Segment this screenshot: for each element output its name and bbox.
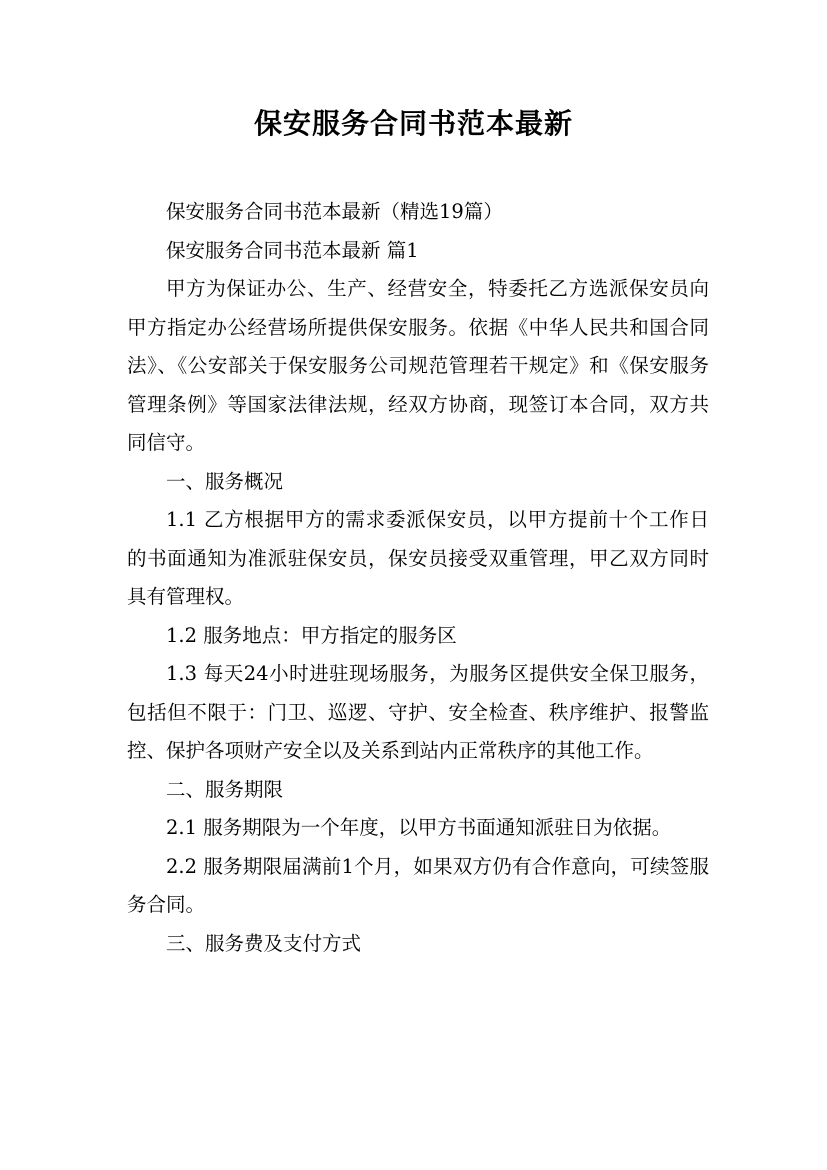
document-title: 保安服务合同书范本最新 (253, 107, 573, 140)
clause-1-2: 1.2 服务地点：甲方指定的服务区 (166, 623, 457, 647)
clause-2-2: 2.2 服务期限届满前1个月，如果双方仍有合作意向，可续签服务合同。 (127, 854, 709, 916)
document-body (127, 193, 709, 963)
clause-1-3: 1.3 每天24小时进驻现场服务，为服务区提供安全保卫服务，包括但不限于：门卫、巡逻、守护、安全检查、秩序维护、报警监控、保护各项财产安全以及关系到站内正常秩序的其他工作。 (127, 662, 709, 762)
paragraph-part-heading: 保安服务合同书范本最新 篇1 (166, 238, 419, 262)
clause-2-1: 2.1 服务期限为一个年度，以甲方书面通知派驻日为依据。 (166, 816, 672, 839)
section-heading-2: 二、服务期限 (166, 777, 284, 801)
paragraph-preamble: 甲方为保证办公、生产、经营安全，特委托乙方选派保安员向甲方指定办公经营场所提供保安服务。依据《中华人民共和国合同法》、《公安部关于保安服务公司规范管理若干规定》和《保安服务管理条例》等国家法律法规，经双方协商，现签订本合同，双方共同信守。 (127, 277, 709, 454)
section-heading-3: 三、服务费及支付方式 (166, 931, 362, 955)
clause-1-1: 1.1 乙方根据甲方的需求委派保安员，以甲方提前十个工作日的书面通知为准派驻保安员，保安员接受双重管理，甲乙双方同时具有管理权。 (127, 508, 709, 608)
paragraph-subtitle: 保安服务合同书范本最新（精选19篇） (166, 200, 503, 223)
section-heading-1: 一、服务概况 (166, 469, 284, 493)
